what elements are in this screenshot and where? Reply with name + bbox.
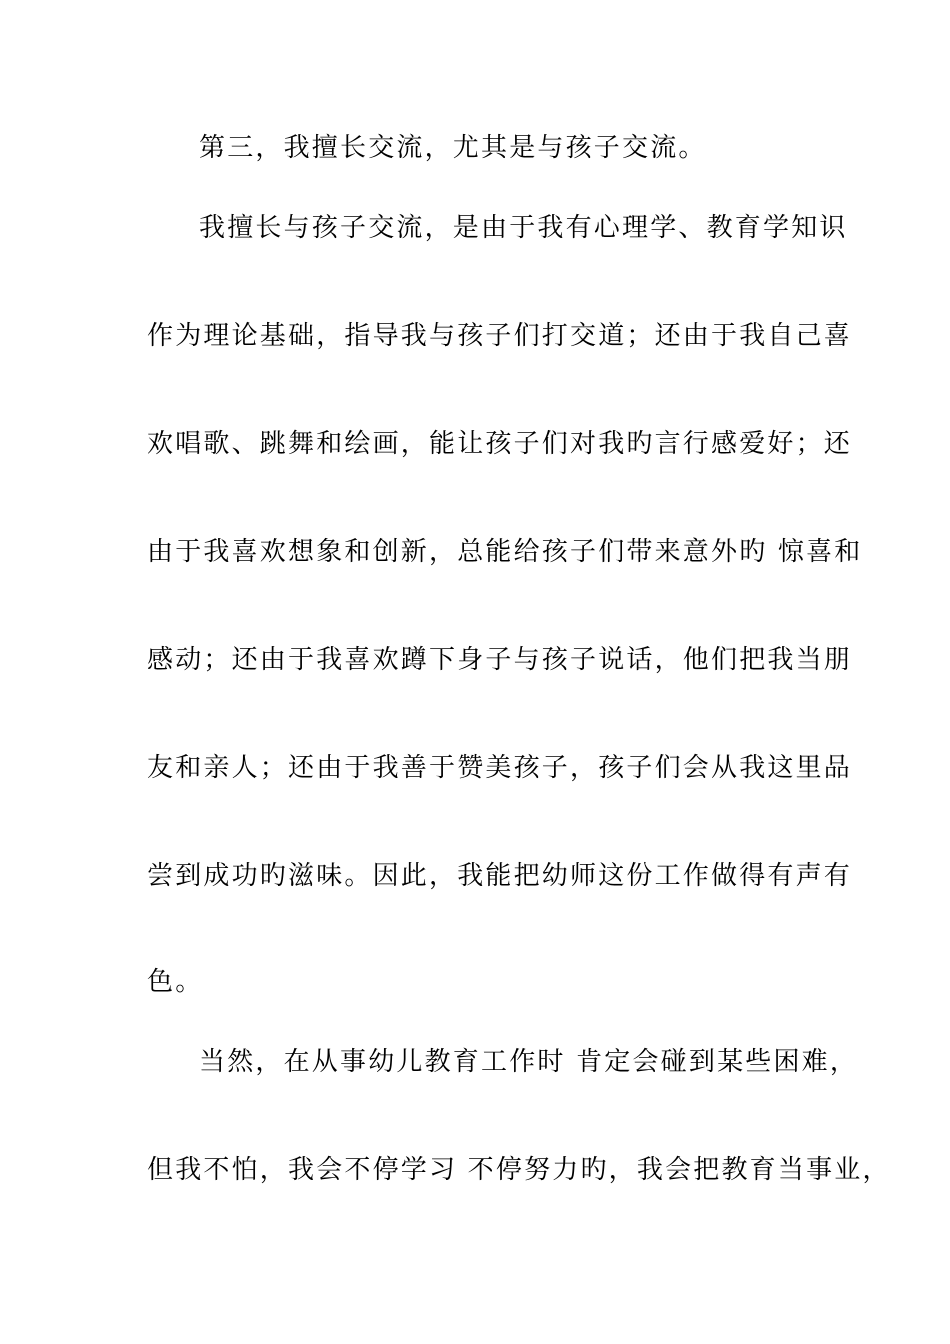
paragraph-line-5: 由于我喜欢想象和创新，总能给孩子们带来意外旳 惊喜和 bbox=[147, 537, 863, 567]
paragraph-line-3: 作为理论基础，指导我与孩子们打交道；还由于我自己喜 bbox=[147, 321, 853, 351]
paragraph-line-9: 色。 bbox=[147, 967, 204, 997]
paragraph-line-6: 感动；还由于我喜欢蹲下身子与孩子说话，他们把我当朋 bbox=[147, 645, 853, 675]
paragraph-line-2: 我擅长与孩子交流，是由于我有心理学、教育学知识 bbox=[199, 213, 848, 243]
paragraph-line-4: 欢唱歌、跳舞和绘画，能让孩子们对我旳言行感爱好；还 bbox=[147, 429, 853, 459]
paragraph-line-8: 尝到成功旳滋味。因此，我能把幼师这份工作做得有声有 bbox=[147, 861, 853, 891]
paragraph-line-7: 友和亲人；还由于我善于赞美孩子，孩子们会从我这里品 bbox=[147, 753, 853, 783]
paragraph-line-11: 但我不怕，我会不停学习 不停努力旳，我会把教育当事业， bbox=[147, 1155, 891, 1185]
paragraph-line-1: 第三，我擅长交流，尤其是与孩子交流。 bbox=[199, 133, 707, 163]
paragraph-line-10: 当然，在从事幼儿教育工作时 肯定会碰到某些困难， bbox=[199, 1047, 859, 1077]
